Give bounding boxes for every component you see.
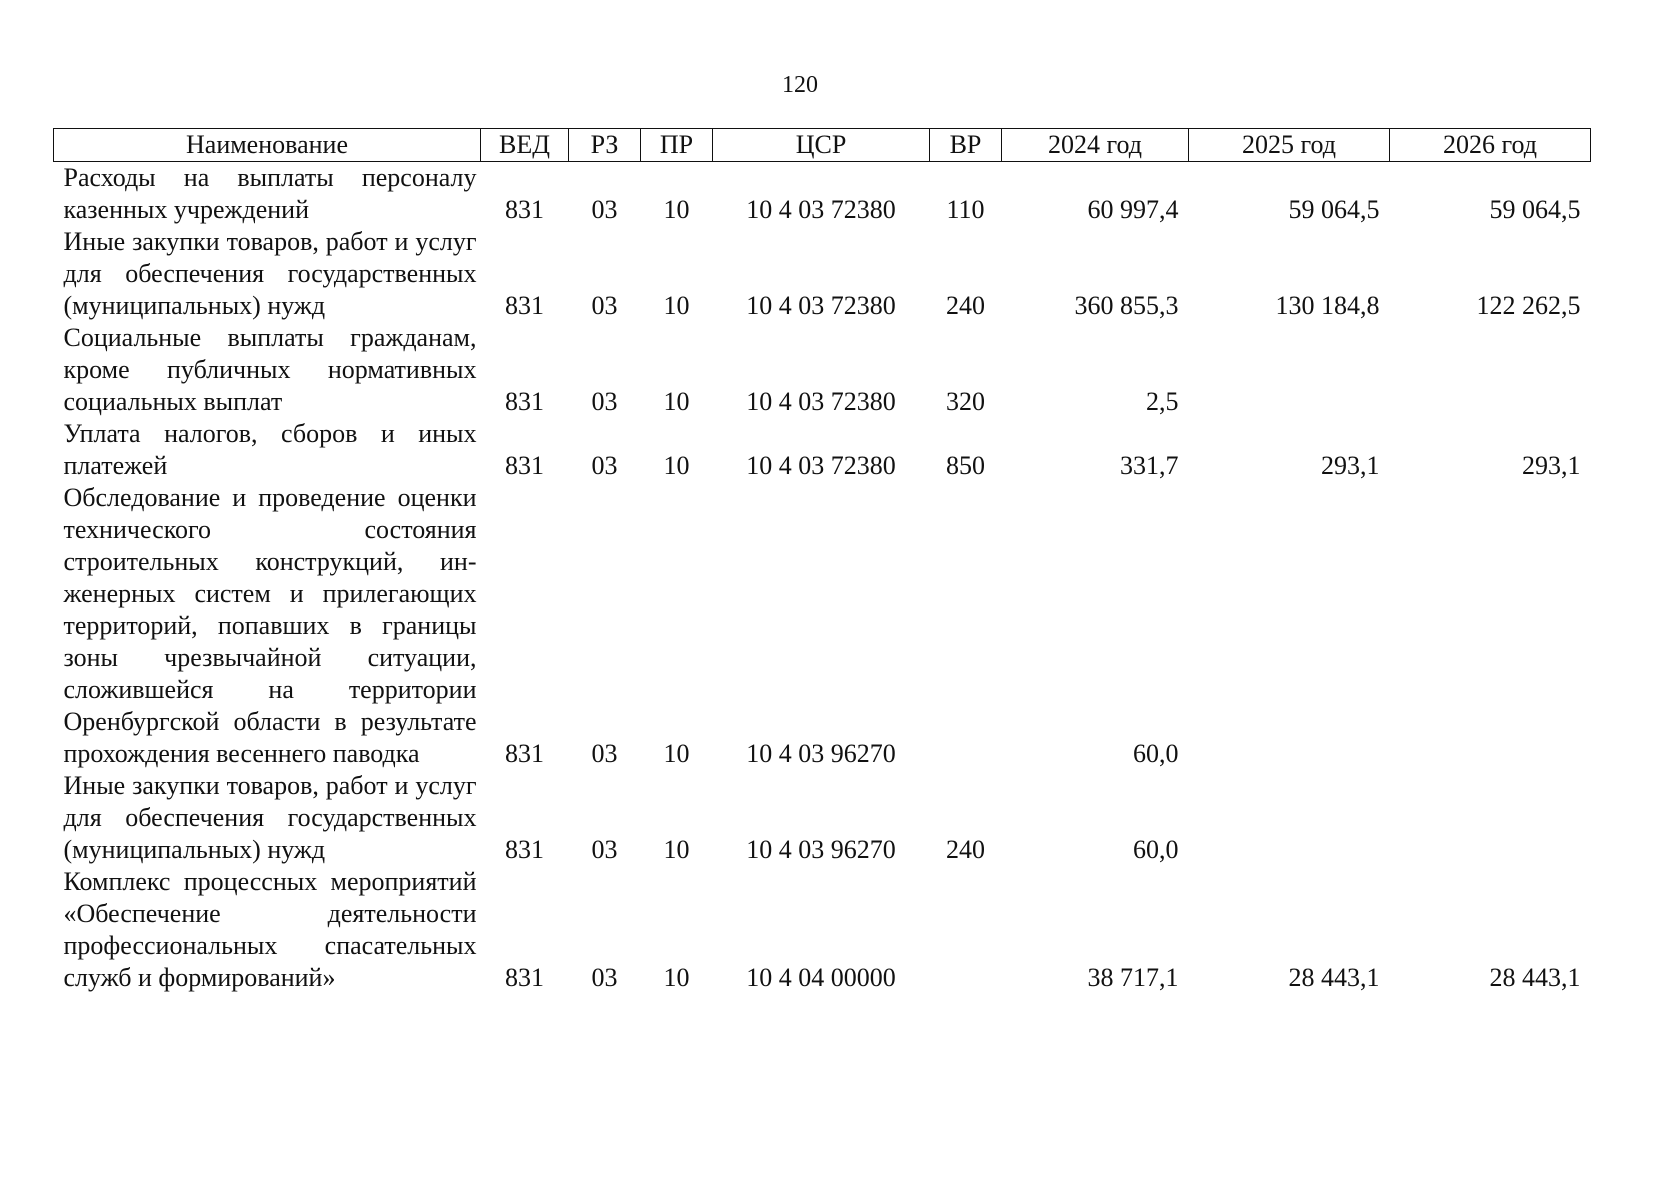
row-csr: 10 4 03 96270 bbox=[746, 835, 896, 864]
row-rz: 03 bbox=[591, 195, 618, 224]
row-vr: 850 bbox=[946, 451, 985, 480]
budget-table bbox=[53, 128, 1591, 994]
row-2026: 28 443,1 bbox=[1489, 963, 1581, 992]
row-rz: 03 bbox=[591, 387, 618, 416]
row-2025 bbox=[1189, 770, 1390, 866]
row-ved: 831 bbox=[505, 195, 544, 224]
row-2025 bbox=[1189, 482, 1390, 770]
row-rz: 03 bbox=[591, 835, 618, 864]
row-pr: 10 bbox=[663, 451, 690, 480]
row-csr: 10 4 03 72380 bbox=[746, 387, 896, 416]
table-row bbox=[54, 322, 1591, 418]
row-2025: 59 064,5 bbox=[1288, 195, 1380, 224]
row-2025: 293,1 bbox=[1321, 451, 1380, 480]
row-2026: 122 262,5 bbox=[1476, 291, 1581, 320]
row-2025: 28 443,1 bbox=[1288, 963, 1380, 992]
row-ved: 831 bbox=[505, 963, 544, 992]
header-row bbox=[54, 129, 1591, 162]
header-2026: 2026 год bbox=[1390, 129, 1591, 162]
row-2024: 38 717,1 bbox=[1087, 963, 1179, 992]
row-2024: 60,0 bbox=[1133, 835, 1179, 864]
header-rz: РЗ bbox=[569, 129, 641, 162]
row-csr: 10 4 03 72380 bbox=[746, 291, 896, 320]
row-name: Уплата налогов, сборов и иных платежей bbox=[63, 419, 477, 480]
row-2024: 60,0 bbox=[1133, 739, 1179, 768]
row-ved: 831 bbox=[505, 835, 544, 864]
page-number: 120 bbox=[782, 72, 818, 98]
row-name: Социальные выплаты гражданам, кроме публичных нормативных социальных выплат bbox=[63, 323, 477, 416]
row-ved: 831 bbox=[505, 451, 544, 480]
row-vr: 240 bbox=[946, 291, 985, 320]
row-rz: 03 bbox=[591, 963, 618, 992]
row-pr: 10 bbox=[663, 835, 690, 864]
row-2024: 2,5 bbox=[1146, 387, 1179, 416]
header-vr: ВР bbox=[930, 129, 1002, 162]
row-2026: 293,1 bbox=[1522, 451, 1581, 480]
header-2024: 2024 год bbox=[1002, 129, 1189, 162]
row-csr: 10 4 04 00000 bbox=[746, 963, 896, 992]
row-name: Расходы на выплаты персоналу казенных учреждений bbox=[63, 163, 477, 224]
row-pr: 10 bbox=[663, 963, 690, 992]
row-2026: 59 064,5 bbox=[1489, 195, 1581, 224]
table-body bbox=[54, 162, 1591, 995]
row-vr: 240 bbox=[946, 835, 985, 864]
table-header bbox=[54, 129, 1591, 162]
table-row bbox=[54, 866, 1591, 994]
row-name: Иные закупки товаров, работ и услуг для обеспечения государственных (муниципальных) нужд bbox=[63, 227, 477, 320]
row-2024: 331,7 bbox=[1120, 451, 1179, 480]
row-pr: 10 bbox=[663, 195, 690, 224]
row-vr bbox=[930, 866, 1002, 994]
row-2024: 360 855,3 bbox=[1074, 291, 1179, 320]
row-2024: 60 997,4 bbox=[1087, 195, 1179, 224]
table-row bbox=[54, 418, 1591, 482]
row-csr: 10 4 03 72380 bbox=[746, 451, 896, 480]
row-pr: 10 bbox=[663, 739, 690, 768]
row-vr: 320 bbox=[946, 387, 985, 416]
row-2026 bbox=[1390, 770, 1591, 866]
table-row bbox=[54, 226, 1591, 322]
row-2026 bbox=[1390, 322, 1591, 418]
row-csr: 10 4 03 96270 bbox=[746, 739, 896, 768]
header-2025: 2025 год bbox=[1189, 129, 1390, 162]
row-pr: 10 bbox=[663, 387, 690, 416]
header-ved: ВЕД bbox=[481, 129, 569, 162]
row-vr: 110 bbox=[946, 195, 985, 224]
row-name: Комплекс процессных мероприятий «Обеспечение деятельности профессиональных спасательных служб и формирований» bbox=[63, 867, 477, 992]
row-ved: 831 bbox=[505, 739, 544, 768]
row-rz: 03 bbox=[591, 451, 618, 480]
table-row bbox=[54, 162, 1591, 227]
header-pr: ПР bbox=[641, 129, 713, 162]
row-rz: 03 bbox=[591, 739, 618, 768]
row-ved: 831 bbox=[505, 387, 544, 416]
row-ved: 831 bbox=[505, 291, 544, 320]
table-row bbox=[54, 770, 1591, 866]
row-pr: 10 bbox=[663, 291, 690, 320]
row-2025 bbox=[1189, 322, 1390, 418]
header-csr: ЦСР bbox=[713, 129, 930, 162]
row-csr: 10 4 03 72380 bbox=[746, 195, 896, 224]
table-row bbox=[54, 482, 1591, 770]
row-2026 bbox=[1390, 482, 1591, 770]
row-vr bbox=[930, 482, 1002, 770]
row-2025: 130 184,8 bbox=[1275, 291, 1380, 320]
row-name: Иные закупки товаров, работ и услуг для обеспечения государственных (муниципальных) нужд bbox=[63, 771, 477, 864]
row-rz: 03 bbox=[591, 291, 618, 320]
row-name: Обследование и проведение оценки технического состояния строительных конструкций, инженерных систем и прилегающих территорий, попавших в границы зоны чрезвычайной ситуации, сложившейся на территории Оренбургской области в результате прохождения весеннего паводка bbox=[63, 483, 477, 768]
header-name: Наименование bbox=[54, 129, 481, 162]
